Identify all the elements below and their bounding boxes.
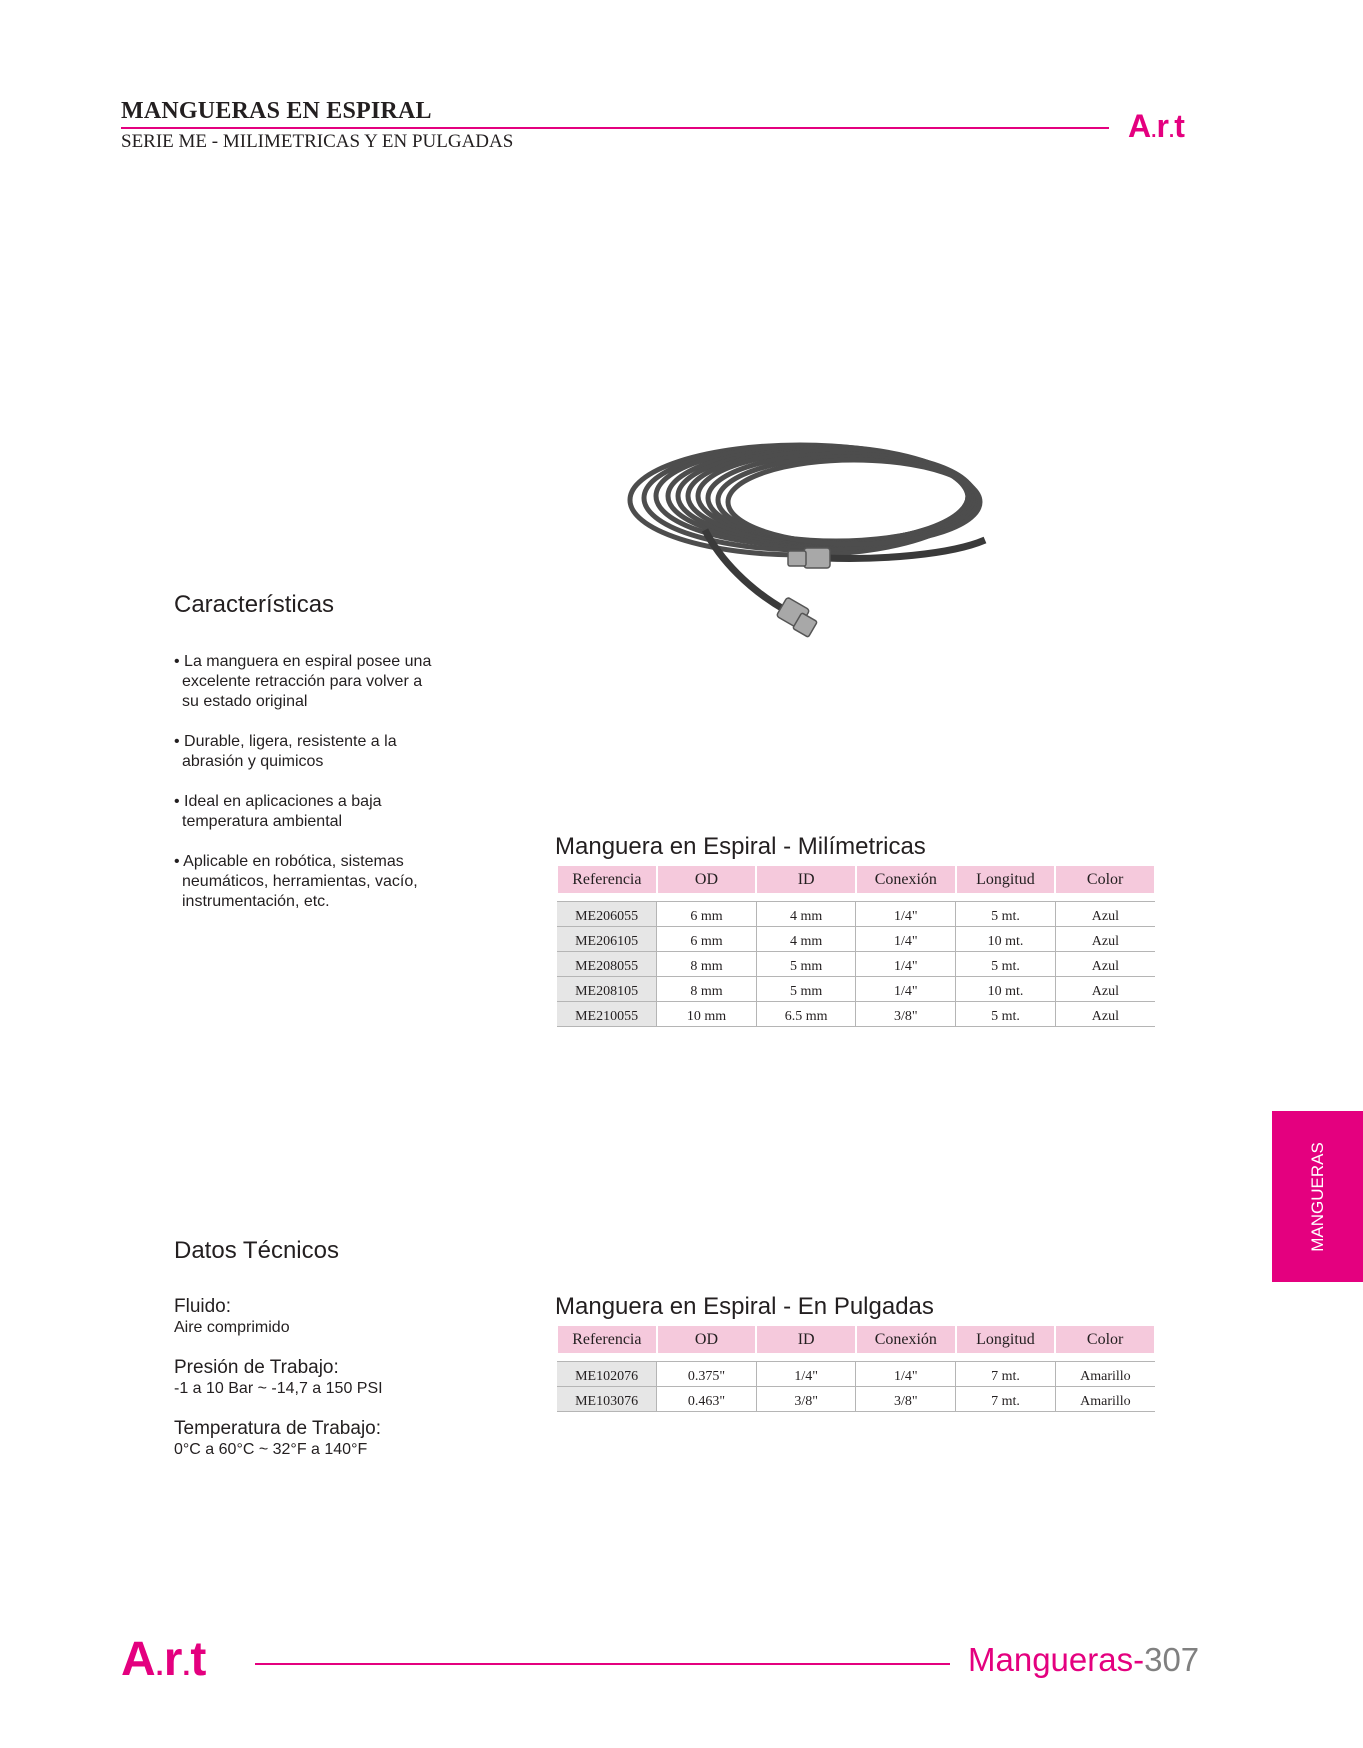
table-cell: 1/4" — [856, 927, 956, 952]
tech-item — [174, 1418, 504, 1459]
table-cell: 4 mm — [756, 902, 856, 927]
table-inch — [556, 1326, 1156, 1412]
tech-value: -1 a 10 Bar ~ -14,7 a 150 PSI — [174, 1380, 383, 1397]
table-cell: 1/4" — [756, 1362, 856, 1387]
features-heading: Características — [174, 591, 335, 618]
table-cell: 7 mt. — [956, 1362, 1056, 1387]
section-name: Mangueras- — [968, 1641, 1145, 1678]
table-cell: 3/8" — [756, 1387, 856, 1412]
table-cell: Azul — [1055, 977, 1155, 1002]
column-header: OD — [657, 866, 757, 894]
table-cell: ME102076 — [557, 1362, 657, 1387]
table-cell: 1/4" — [856, 902, 956, 927]
tech-label: Presión de Trabajo: — [174, 1357, 339, 1378]
table-cell: 1/4" — [856, 1362, 956, 1387]
table-cell: 10 mm — [657, 1002, 757, 1027]
brand-logo-top: A.r.t — [1128, 108, 1185, 144]
logo-letter-r: r — [163, 1633, 183, 1686]
column-header: Color — [1055, 866, 1155, 894]
table-row — [557, 977, 1155, 1002]
tech-heading: Datos Técnicos — [174, 1237, 339, 1264]
table-row — [557, 1002, 1155, 1027]
page-subtitle: SERIE ME - MILIMETRICAS Y EN PULGADAS — [121, 131, 514, 152]
table-cell: 3/8" — [856, 1002, 956, 1027]
brand-logo-bottom: A.r.t — [121, 1633, 207, 1686]
logo-letter-a: A — [121, 1633, 156, 1686]
side-tab-label: MANGUERAS — [1307, 1141, 1327, 1252]
table-cell: ME206105 — [557, 927, 657, 952]
table-row — [557, 927, 1155, 952]
logo-letter-a: A — [1128, 108, 1152, 144]
tech-item — [174, 1296, 504, 1337]
tech-label: Temperatura de Trabajo: — [174, 1418, 382, 1439]
table-mm — [556, 866, 1156, 1027]
feature-item: • Aplicable en robótica, sistemas neumáticos, herramientas, vacío, instrumentación, etc. — [174, 853, 418, 910]
column-header: Conexión — [856, 866, 956, 894]
table-cell: Azul — [1055, 902, 1155, 927]
table-cell: ME103076 — [557, 1387, 657, 1412]
column-header: Longitud — [956, 1326, 1056, 1354]
header-divider — [121, 127, 1109, 129]
table-cell: 3/8" — [856, 1387, 956, 1412]
table-cell: 5 mt. — [956, 902, 1056, 927]
table-row — [557, 902, 1155, 927]
table-cell: 0.375" — [657, 1362, 757, 1387]
tech-item — [174, 1357, 504, 1398]
column-header: Longitud — [956, 866, 1056, 894]
logo-letter-t: t — [190, 1633, 207, 1686]
column-header: Conexión — [856, 1326, 956, 1354]
page-label — [968, 1641, 1199, 1679]
column-header: Color — [1055, 1326, 1155, 1354]
table-cell: ME208105 — [557, 977, 657, 1002]
table-cell: ME208055 — [557, 952, 657, 977]
feature-item: • La manguera en espiral posee una excelente retracción para volver a su estado original — [174, 653, 432, 710]
table-cell: Azul — [1055, 1002, 1155, 1027]
table-cell: 5 mt. — [956, 1002, 1056, 1027]
table-cell: Azul — [1055, 927, 1155, 952]
column-header: ID — [756, 866, 856, 894]
table-cell: 5 mm — [756, 977, 856, 1002]
column-header: ID — [756, 1326, 856, 1354]
table-cell: 4 mm — [756, 927, 856, 952]
table-cell: 10 mt. — [956, 977, 1056, 1002]
column-header: Referencia — [557, 1326, 657, 1354]
table-cell: Amarillo — [1055, 1362, 1155, 1387]
table-inch-title: Manguera en Espiral - En Pulgadas — [555, 1293, 934, 1320]
feature-item: • Ideal en aplicaciones a baja temperatura ambiental — [174, 793, 382, 830]
table-cell: Azul — [1055, 952, 1155, 977]
table-cell: 6 mm — [657, 927, 757, 952]
coil-hose-image — [620, 420, 1040, 650]
table-cell: 1/4" — [856, 977, 956, 1002]
table-cell: 8 mm — [657, 952, 757, 977]
table-cell: 8 mm — [657, 977, 757, 1002]
section-side-tab — [1272, 1111, 1363, 1282]
logo-letter-t: t — [1174, 108, 1185, 144]
tech-data — [174, 1296, 504, 1479]
column-header: OD — [657, 1326, 757, 1354]
page-title: MANGUERAS EN ESPIRAL — [121, 98, 432, 124]
features-list — [174, 652, 434, 932]
table-cell: 7 mt. — [956, 1387, 1056, 1412]
page-number: 307 — [1144, 1641, 1200, 1678]
column-header: Referencia — [557, 866, 657, 894]
table-cell: ME210055 — [557, 1002, 657, 1027]
table-cell: 5 mt. — [956, 952, 1056, 977]
tech-value: Aire comprimido — [174, 1319, 290, 1336]
logo-letter-r: r — [1156, 108, 1169, 144]
feature-item: • Durable, ligera, resistente a la abrasión y quimicos — [174, 733, 397, 770]
table-row — [557, 1387, 1155, 1412]
table-cell: ME206055 — [557, 902, 657, 927]
table-mm-title: Manguera en Espiral - Milímetricas — [555, 833, 926, 860]
table-cell: Amarillo — [1055, 1387, 1155, 1412]
table-cell: 1/4" — [856, 952, 956, 977]
table-cell: 10 mt. — [956, 927, 1056, 952]
tech-value: 0°C a 60°C ~ 32°F a 140°F — [174, 1441, 368, 1458]
table-row — [557, 952, 1155, 977]
table-row — [557, 1362, 1155, 1387]
table-cell: 5 mm — [756, 952, 856, 977]
table-cell: 0.463" — [657, 1387, 757, 1412]
table-cell: 6 mm — [657, 902, 757, 927]
table-cell: 6.5 mm — [756, 1002, 856, 1027]
tech-label: Fluido: — [174, 1296, 232, 1317]
footer-divider — [255, 1663, 950, 1665]
